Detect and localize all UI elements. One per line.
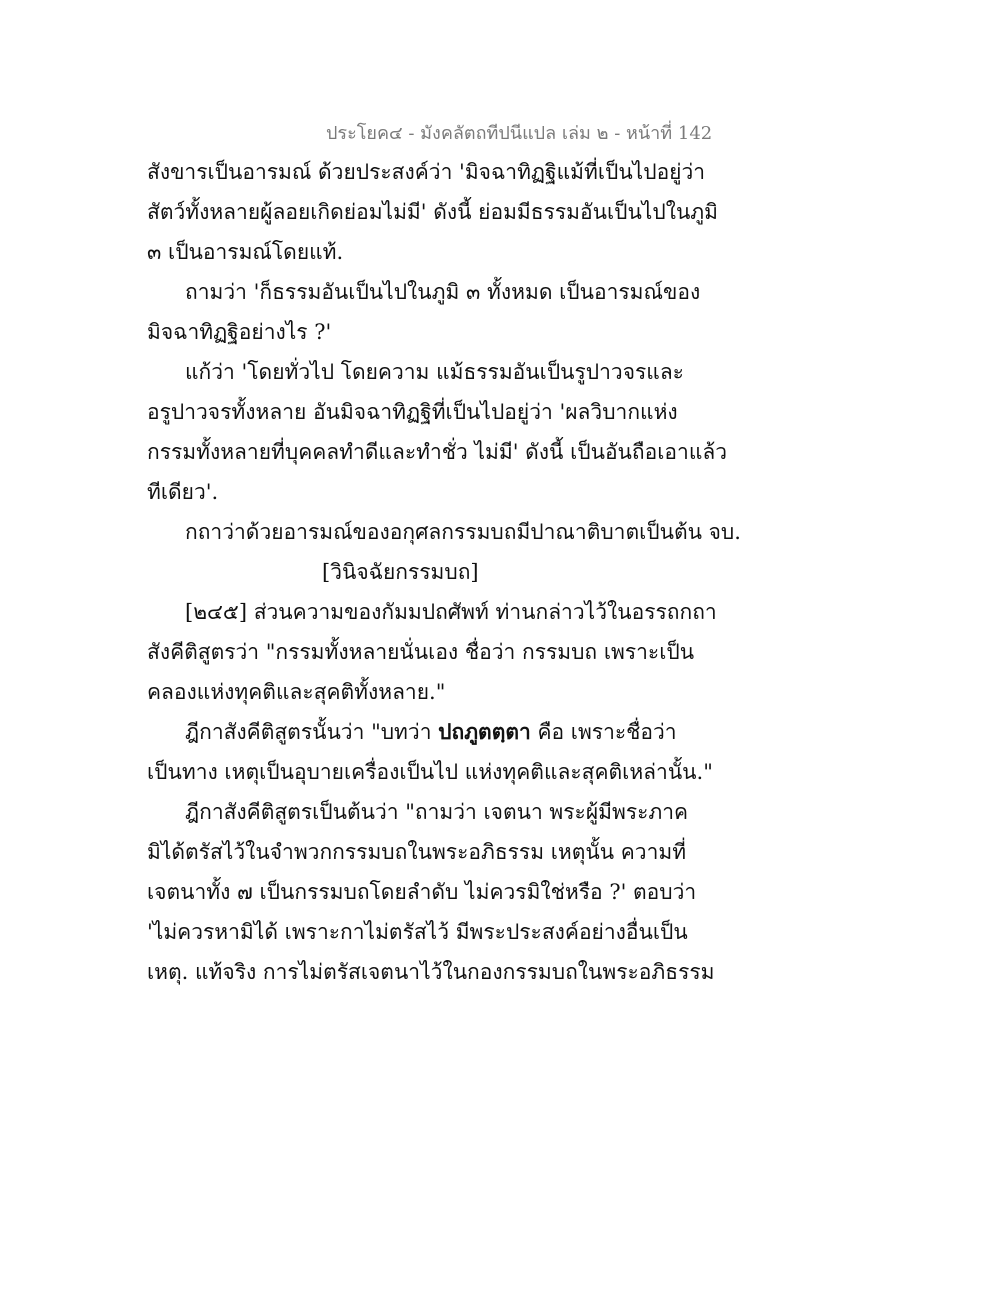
text-line: 'ไม่ควรหามิได้ เพราะกาไม่ตรัสไว้ มีพระประสงค์อย่างอื่นเป็น [147, 920, 688, 944]
text-line: เป็นทาง เหตุเป็นอุบายเครื่องเป็นไป แห่งทุคติและสุคติเหล่านั้น." [147, 760, 713, 784]
section-end-line: กถาว่าด้วยอารมณ์ของอกุศลกรรมบถมีปาณาติบาตเป็นต้น จบ. [185, 520, 741, 544]
paragraph-start: แก้ว่า 'โดยทั่วไป โดยความ แม้ธรรมอันเป็นรูปาวจรและ [185, 360, 684, 384]
running-header: ประโยค๔ - มังคลัตถทีปนีแปล เล่ม ๒ - หน้าที่ 142 [326, 123, 713, 144]
text-line: อรูปาวจรทั้งหลาย อันมิจฉาทิฏฐิที่เป็นไปอยู่ว่า 'ผลวิบากแห่ง [147, 400, 678, 424]
tika-paragraph-start [147, 712, 692, 752]
text-line: สัตว์ทั้งหลายผู้ลอยเกิดย่อมไม่มี' ดังนี้ ย่อมมีธรรมอันเป็นไปในภูมิ [147, 200, 718, 224]
text-line: มิจฉาทิฏฐิอย่างไร ?' [147, 320, 332, 344]
text-line: สังคีติสูตรว่า "กรรมทั้งหลายนั่นเอง ชื่อว่า กรรมบถ เพราะเป็น [147, 640, 695, 664]
text-line: มิได้ตรัสไว้ในจำพวกกรรมบถในพระอภิธรรม เหตุนั้น ความที่ [147, 840, 687, 864]
tika-text-after: คือ เพราะชื่อว่า [530, 720, 677, 744]
text-line: ๓ เป็นอารมณ์โดยแท้. [147, 240, 344, 264]
text-line: กรรมทั้งหลายที่บุคคลทำดีและทำชั่ว ไม่มี' ดังนี้ เป็นอันถือเอาแล้ว [147, 440, 728, 464]
paragraph-start: ฎีกาสังคีติสูตรเป็นต้นว่า "ถามว่า เจตนา พระผู้มีพระภาค [185, 800, 689, 824]
text-line: เจตนาทั้ง ๗ เป็นกรรมบถโดยลำดับ ไม่ควรมิใช่หรือ ?' ตอบว่า [147, 880, 697, 904]
tika-text-before: ฎีกาสังคีติสูตรนั้นว่า "บทว่า [185, 720, 439, 744]
text-line: คลองแห่งทุคติและสุคติทั้งหลาย." [147, 680, 446, 704]
text-line: สังขารเป็นอารมณ์ ด้วยประสงค์ว่า 'มิจฉาทิฏฐิแม้ที่เป็นไปอยู่ว่า [147, 160, 706, 184]
text-line: เหตุ. แท้จริง การไม่ตรัสเจตนาไว้ในกองกรรมบถในพระอภิธรรม [147, 960, 715, 984]
paragraph-start: ถามว่า 'ก็ธรรมอันเป็นไปในภูมิ ๓ ทั้งหมด เป็นอารมณ์ของ [185, 280, 701, 304]
paragraph-start: [๒๔๕] ส่วนความของกัมมปถศัพท์ ท่านกล่าวไว้ในอรรถกถา [185, 600, 717, 624]
bold-term: ปถภูตตฺตา [438, 719, 531, 744]
text-line: ทีเดียว'. [147, 480, 219, 504]
body-text [147, 152, 741, 992]
section-heading: [วินิจฉัยกรรมบถ] [322, 560, 479, 584]
